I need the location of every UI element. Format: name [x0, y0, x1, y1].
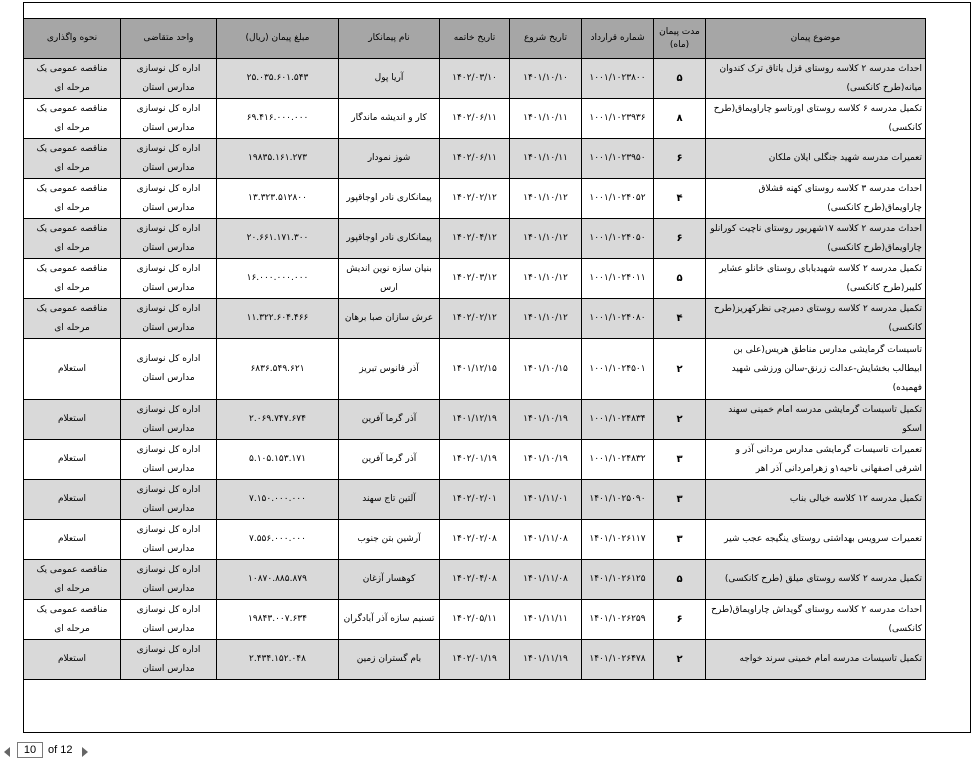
cell-contract-no: ۱۴۰۱/۱۰۲۶۱۲۵ [582, 560, 654, 600]
cell-award-method: استعلام [24, 480, 121, 520]
cell-amount: ۶۸۳۶.۵۴۹.۶۲۱ [217, 339, 339, 400]
cell-award-method: استعلام [24, 400, 121, 440]
cell-end-date: ۱۴۰۲/۰۴/۱۲ [440, 219, 510, 259]
cell-applicant: اداره کل نوسازی مدارس استان [121, 560, 217, 600]
cell-applicant: اداره کل نوسازی مدارس استان [121, 480, 217, 520]
cell-contractor: پیمانکاری نادر اوجاقپور [339, 179, 440, 219]
cell-contractor: شوز نمودار [339, 139, 440, 179]
table-row [24, 99, 926, 139]
cell-end-date: ۱۴۰۲/۰۱/۱۹ [440, 640, 510, 680]
cell-end-date: ۱۴۰۲/۰۶/۱۱ [440, 99, 510, 139]
cell-contract-no: ۱۴۰۱/۱۰۲۵۰۹۰ [582, 480, 654, 520]
cell-subject: احداث مدرسه ۲ کلاسه روستای گویداش چاراویماق(طرح کانکسی) [706, 600, 926, 640]
cell-contractor: پیمانکاری نادر اوجاقپور [339, 219, 440, 259]
cell-contractor: تسنیم سازه آذر آبادگران [339, 600, 440, 640]
cell-award-method: مناقصه عمومی یک مرحله ای [24, 59, 121, 99]
cell-start-date: ۱۴۰۱/۱۰/۱۲ [510, 259, 582, 299]
cell-end-date: ۱۴۰۲/۰۱/۱۹ [440, 440, 510, 480]
cell-subject: احداث مدرسه ۲ کلاسه روستای قزل یاتاق ترک کندوان میانه(طرح کانکسی) [706, 59, 926, 99]
cell-amount: ۲.۴۳۴.۱۵۲.۰۴۸ [217, 640, 339, 680]
cell-subject: تکمیل مدرسه ۲ کلاسه روستای دمیرچی نظرکهریز(طرح کانکسی) [706, 299, 926, 339]
cell-duration: ۵ [654, 59, 706, 99]
cell-contractor: آریا پول [339, 59, 440, 99]
cell-amount: ۱۹۸۳۵.۱۶۱.۲۷۳ [217, 139, 339, 179]
cell-start-date: ۱۴۰۱/۱۰/۱۱ [510, 139, 582, 179]
cell-award-method: استعلام [24, 520, 121, 560]
cell-end-date: ۱۴۰۲/۰۳/۱۲ [440, 259, 510, 299]
cell-applicant: اداره کل نوسازی مدارس استان [121, 640, 217, 680]
cell-contract-no: ۱۰۰۱/۱۰۲۴۰۱۱ [582, 259, 654, 299]
cell-applicant: اداره کل نوسازی مدارس استان [121, 59, 217, 99]
cell-award-method: مناقصه عمومی یک مرحله ای [24, 139, 121, 179]
cell-applicant: اداره کل نوسازی مدارس استان [121, 339, 217, 400]
cell-award-method: مناقصه عمومی یک مرحله ای [24, 219, 121, 259]
cell-duration: ۳ [654, 440, 706, 480]
cell-duration: ۶ [654, 139, 706, 179]
cell-applicant: اداره کل نوسازی مدارس استان [121, 400, 217, 440]
cell-start-date: ۱۴۰۱/۱۰/۱۰ [510, 59, 582, 99]
cell-start-date: ۱۴۰۱/۱۰/۱۱ [510, 99, 582, 139]
cell-duration: ۳ [654, 520, 706, 560]
cell-contract-no: ۱۰۰۱/۱۰۲۴۸۳۲ [582, 440, 654, 480]
cell-start-date: ۱۴۰۱/۱۰/۱۵ [510, 339, 582, 400]
cell-contract-no: ۱۰۰۱/۱۰۲۴۰۵۲ [582, 179, 654, 219]
table-row [24, 59, 926, 99]
cell-duration: ۲ [654, 339, 706, 400]
cell-end-date: ۱۴۰۲/۰۲/۱۲ [440, 299, 510, 339]
cell-contractor: عرش سازان صبا برهان [339, 299, 440, 339]
cell-subject: تعمیرات سرویس بهداشتی روستای ینگیجه عجب شیر [706, 520, 926, 560]
cell-start-date: ۱۴۰۱/۱۰/۱۹ [510, 440, 582, 480]
cell-duration: ۲ [654, 640, 706, 680]
cell-contract-no: ۱۰۰۱/۱۰۲۳۸۰۰ [582, 59, 654, 99]
cell-start-date: ۱۴۰۱/۱۱/۱۱ [510, 600, 582, 640]
cell-applicant: اداره کل نوسازی مدارس استان [121, 520, 217, 560]
cell-award-method: مناقصه عمومی یک مرحله ای [24, 560, 121, 600]
header-amount: مبلغ پیمان (ریال) [217, 19, 339, 59]
cell-applicant: اداره کل نوسازی مدارس استان [121, 440, 217, 480]
cell-contract-no: ۱۰۰۱/۱۰۲۳۹۳۶ [582, 99, 654, 139]
page-navigator [0, 740, 200, 762]
cell-amount: ۱۱.۳۲۲.۶۰۴.۴۶۶ [217, 299, 339, 339]
table-row [24, 299, 926, 339]
table-row [24, 560, 926, 600]
cell-start-date: ۱۴۰۱/۱۱/۰۸ [510, 560, 582, 600]
cell-amount: ۷.۱۵۰.۰۰۰.۰۰۰ [217, 480, 339, 520]
cell-subject: تکمیل مدرسه ۶ کلاسه روستای اورتاسو چاراویماق(طرح کانکسی) [706, 99, 926, 139]
cell-end-date: ۱۴۰۲/۰۲/۰۸ [440, 520, 510, 560]
cell-award-method: مناقصه عمومی یک مرحله ای [24, 600, 121, 640]
table-row [24, 179, 926, 219]
cell-start-date: ۱۴۰۱/۱۰/۱۲ [510, 219, 582, 259]
table-row [24, 339, 926, 400]
header-contract-no: شماره قرارداد [582, 19, 654, 59]
cell-amount: ۲۵.۰۳۵.۶۰۱.۵۴۳ [217, 59, 339, 99]
cell-start-date: ۱۴۰۱/۱۱/۱۹ [510, 640, 582, 680]
cell-applicant: اداره کل نوسازی مدارس استان [121, 259, 217, 299]
header-end-date: تاریخ خاتمه [440, 19, 510, 59]
table-row [24, 520, 926, 560]
cell-end-date: ۱۴۰۲/۰۲/۱۲ [440, 179, 510, 219]
cell-award-method: مناقصه عمومی یک مرحله ای [24, 99, 121, 139]
cell-subject: تعمیرات مدرسه شهید جنگلی ایلان ملکان [706, 139, 926, 179]
header-duration: مدت پیمان (ماه) [654, 19, 706, 59]
table-row [24, 400, 926, 440]
table-row [24, 480, 926, 520]
cell-applicant: اداره کل نوسازی مدارس استان [121, 179, 217, 219]
cell-subject: تکمیل مدرسه ۲ کلاسه روستای میلق (طرح کانکسی) [706, 560, 926, 600]
cell-award-method: استعلام [24, 640, 121, 680]
cell-contract-no: ۱۴۰۱/۱۰۲۶۱۱۷ [582, 520, 654, 560]
cell-end-date: ۱۴۰۱/۱۲/۱۹ [440, 400, 510, 440]
table-header-row [24, 19, 926, 59]
cell-subject: تکمیل مدرسه ۱۲ کلاسه خیالی بناب [706, 480, 926, 520]
cell-subject: تکمیل مدرسه ۲ کلاسه شهیدبابای روستای خانلو عشایر کلیبر(طرح کانکسی) [706, 259, 926, 299]
cell-contract-no: ۱۰۰۱/۱۰۲۴۰۸۰ [582, 299, 654, 339]
cell-subject: احداث مدرسه ۲ کلاسه ۱۷شهریور روستای ناچیت کورانلو چاراویماق(طرح کانکسی) [706, 219, 926, 259]
cell-contract-no: ۱۰۰۱/۱۰۲۴۰۵۰ [582, 219, 654, 259]
cell-end-date: ۱۴۰۲/۰۵/۱۱ [440, 600, 510, 640]
header-award-method: نحوه واگذاری [24, 19, 121, 59]
table-row [24, 640, 926, 680]
header-applicant: واحد متقاضی [121, 19, 217, 59]
table-row [24, 259, 926, 299]
cell-subject: تکمیل تاسیسات گرمایشی مدرسه امام خمینی سهند اسکو [706, 400, 926, 440]
cell-duration: ۴ [654, 299, 706, 339]
cell-duration: ۴ [654, 179, 706, 219]
cell-duration: ۵ [654, 259, 706, 299]
cell-amount: ۶۹.۴۱۶.۰۰۰.۰۰۰ [217, 99, 339, 139]
cell-award-method: مناقصه عمومی یک مرحله ای [24, 299, 121, 339]
header-contractor: نام پیمانکار [339, 19, 440, 59]
cell-contractor: بام گستران زمین [339, 640, 440, 680]
cell-contract-no: ۱۰۰۱/۱۰۲۳۹۵۰ [582, 139, 654, 179]
cell-applicant: اداره کل نوسازی مدارس استان [121, 139, 217, 179]
header-subject: موضوع پیمان [706, 19, 926, 59]
table-row [24, 440, 926, 480]
cell-amount: ۱۹۸۴۳.۰۰۷.۶۳۴ [217, 600, 339, 640]
page-count-label: of 12 [48, 744, 73, 756]
cell-amount: ۱۳.۳۲۳.۵۱۲۸۰۰ [217, 179, 339, 219]
cell-end-date: ۱۴۰۱/۱۲/۱۵ [440, 339, 510, 400]
cell-amount: ۵.۱۰۵.۱۵۳.۱۷۱ [217, 440, 339, 480]
cell-duration: ۲ [654, 400, 706, 440]
cell-end-date: ۱۴۰۲/۰۳/۱۰ [440, 59, 510, 99]
cell-subject: احداث مدرسه ۳ کلاسه روستای کهنه قشلاق چاراویماق(طرح کانکسی) [706, 179, 926, 219]
cell-award-method: مناقصه عمومی یک مرحله ای [24, 179, 121, 219]
cell-applicant: اداره کل نوسازی مدارس استان [121, 600, 217, 640]
cell-amount: ۲.۰۶۹.۷۴۷.۶۷۴ [217, 400, 339, 440]
cell-end-date: ۱۴۰۲/۰۶/۱۱ [440, 139, 510, 179]
cell-award-method: مناقصه عمومی یک مرحله ای [24, 259, 121, 299]
cell-contractor: آذر فانوس تبریز [339, 339, 440, 400]
cell-duration: ۵ [654, 560, 706, 600]
cell-contract-no: ۱۰۰۱/۱۰۲۴۸۳۴ [582, 400, 654, 440]
cell-end-date: ۱۴۰۲/۰۲/۰۱ [440, 480, 510, 520]
cell-subject: تکمیل تاسیسات مدرسه امام خمینی سرند خواجه [706, 640, 926, 680]
cell-duration: ۶ [654, 219, 706, 259]
cell-contractor: آذر گرما آفرین [339, 400, 440, 440]
cell-contractor: آذر گرما آفرین [339, 440, 440, 480]
cell-applicant: اداره کل نوسازی مدارس استان [121, 99, 217, 139]
cell-contractor: آلتین تاج سهند [339, 480, 440, 520]
cell-start-date: ۱۴۰۱/۱۰/۱۹ [510, 400, 582, 440]
cell-start-date: ۱۴۰۱/۱۱/۰۱ [510, 480, 582, 520]
cell-applicant: اداره کل نوسازی مدارس استان [121, 299, 217, 339]
previous-page-icon[interactable] [4, 747, 10, 757]
next-page-icon[interactable] [82, 747, 88, 757]
cell-applicant: اداره کل نوسازی مدارس استان [121, 219, 217, 259]
cell-contract-no: ۱۴۰۱/۱۰۲۶۴۷۸ [582, 640, 654, 680]
cell-duration: ۸ [654, 99, 706, 139]
cell-contract-no: ۱۰۰۱/۱۰۲۴۵۰۱ [582, 339, 654, 400]
header-start-date: تاریخ شروع [510, 19, 582, 59]
cell-contractor: کوهسار آزغان [339, 560, 440, 600]
cell-contractor: بنیان سازه نوین اندیش ارس [339, 259, 440, 299]
cell-amount: ۱۶.۰۰۰.۰۰۰.۰۰۰ [217, 259, 339, 299]
cell-amount: ۲۰.۶۶۱.۱۷۱.۳۰۰ [217, 219, 339, 259]
cell-award-method: استعلام [24, 339, 121, 400]
cell-contractor: آرشین بتن جنوب [339, 520, 440, 560]
table-row [24, 600, 926, 640]
cell-start-date: ۱۴۰۱/۱۱/۰۸ [510, 520, 582, 560]
cell-award-method: استعلام [24, 440, 121, 480]
cell-amount: ۱۰۸۷۰.۸۸۵.۸۷۹ [217, 560, 339, 600]
table-row [24, 219, 926, 259]
cell-subject: تعمیرات تاسیسات گرمایشی مدارس مردانی آذر و اشرفی اصفهانی ناحیه۱و زهرامردانی آذر اهر [706, 440, 926, 480]
cell-start-date: ۱۴۰۱/۱۰/۱۲ [510, 299, 582, 339]
cell-amount: ۷.۵۵۶.۰۰۰.۰۰۰ [217, 520, 339, 560]
table-row [24, 139, 926, 179]
cell-end-date: ۱۴۰۲/۰۴/۰۸ [440, 560, 510, 600]
cell-subject: تاسیسات گرمایشی مدارس مناطق هریس(علی بن ابیطالب بخشایش-عدالت زرنق-سالن ورزشی شهید فهمیده) [706, 339, 926, 400]
cell-contract-no: ۱۴۰۱/۱۰۲۶۲۵۹ [582, 600, 654, 640]
contracts-table [23, 18, 926, 680]
cell-start-date: ۱۴۰۱/۱۰/۱۲ [510, 179, 582, 219]
cell-contractor: کار و اندیشه ماندگار [339, 99, 440, 139]
table-body [24, 59, 926, 680]
page-number-input[interactable] [17, 742, 43, 758]
cell-duration: ۳ [654, 480, 706, 520]
cell-duration: ۶ [654, 600, 706, 640]
